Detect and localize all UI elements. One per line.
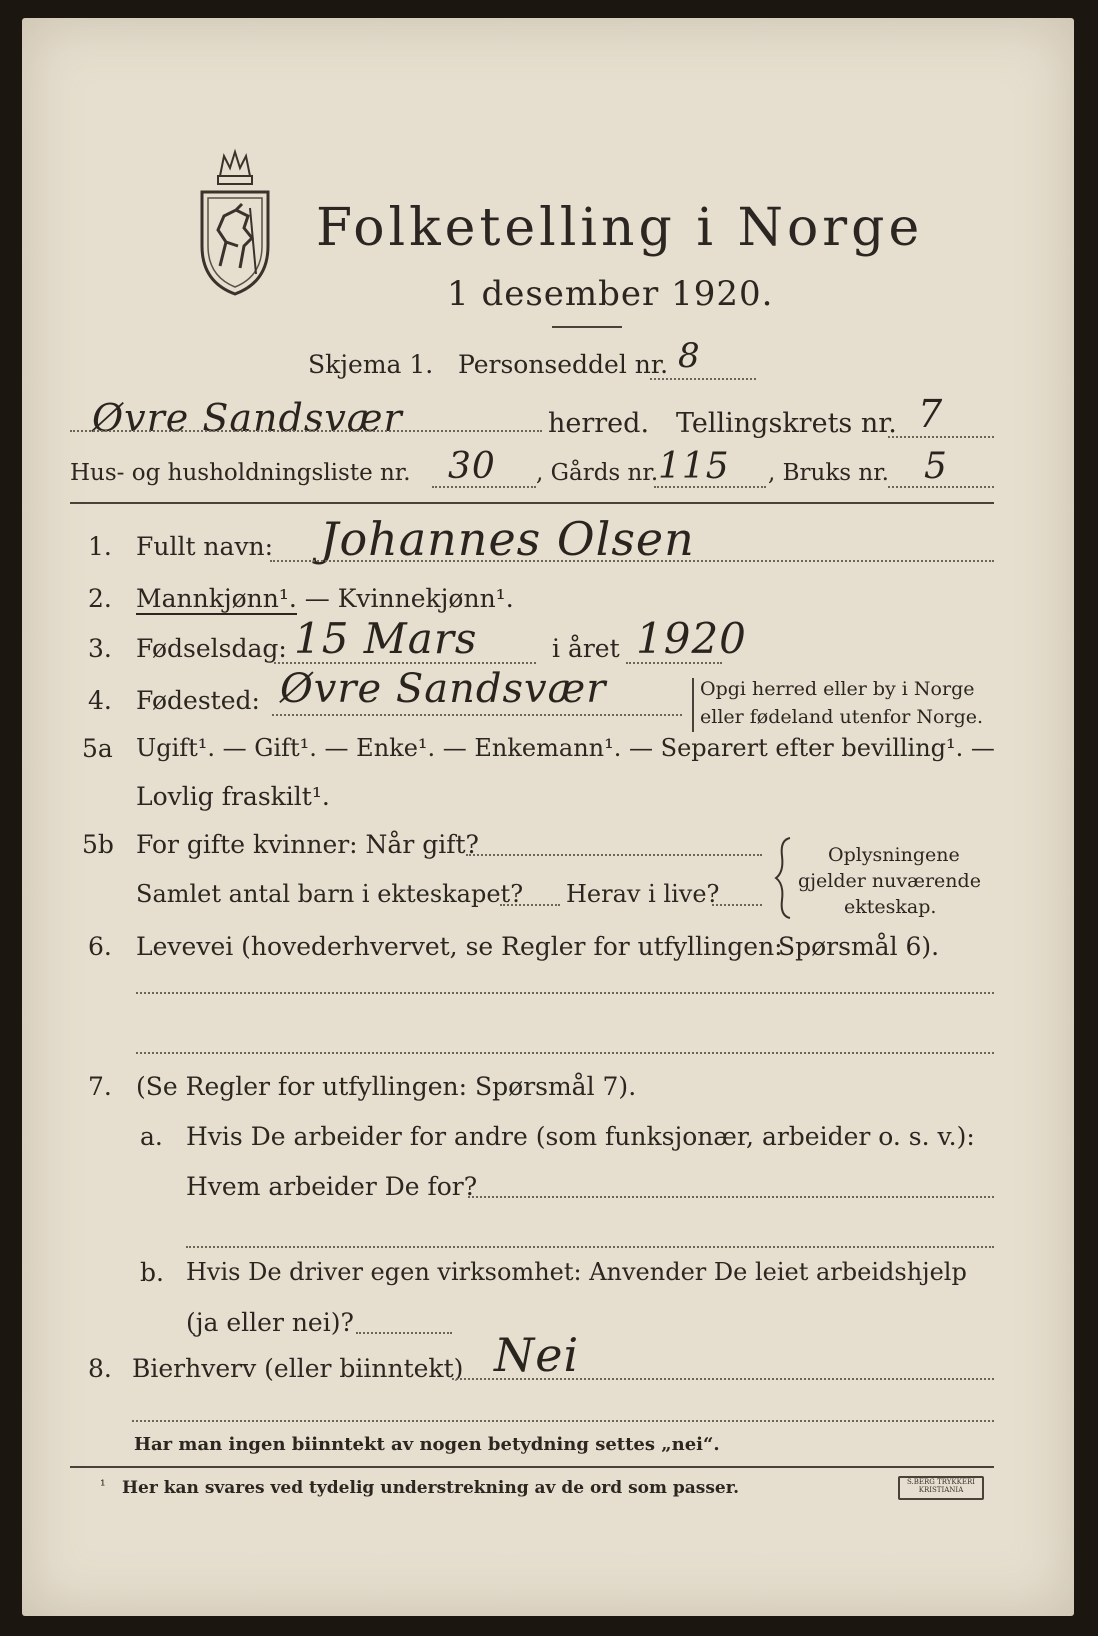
birth-date-value: 15 Mars — [294, 614, 478, 663]
married-when-label: For gifte kvinner: Når gift? — [136, 830, 479, 859]
occupation-line-1 — [136, 992, 994, 994]
footer-divider — [70, 1466, 994, 1468]
children-alive-label: Herav i live? — [566, 880, 720, 908]
sex-female-option: Kvinnekjønn¹. — [337, 584, 514, 613]
brace-icon — [774, 836, 792, 920]
q7b-line1: Hvis De driver egen virksomhet: Anvender De leiet arbeidshjelp — [186, 1258, 967, 1286]
gards-label: , Gårds nr. — [536, 460, 659, 486]
marriage-note-line1: Oplysningene — [828, 844, 960, 866]
q3-label: Fødselsdag: — [136, 634, 287, 663]
q7a-number: a. — [140, 1122, 163, 1151]
schema-label: Skjema 1. — [308, 350, 434, 379]
side-income-note: Har man ingen biinntekt av nogen betydning settes „nei“. — [134, 1434, 720, 1455]
bruks-value: 5 — [924, 446, 948, 487]
q7b-number: b. — [140, 1258, 164, 1287]
side-income-label: Bierhverv (eller biinntekt) — [132, 1354, 464, 1383]
census-date: 1 desember 1920. — [447, 274, 774, 314]
employer-label: Hvem arbeider De for? — [186, 1172, 478, 1201]
q4-label: Fødested: — [136, 686, 260, 715]
occupation-label: Levevei (hovederhvervet, se Regler for utfyllingen: — [136, 932, 783, 961]
herred-label: herred. — [548, 408, 650, 439]
q1-label: Fullt navn: — [136, 532, 274, 561]
birthplace-note-line2: eller fødeland utenfor Norge. — [700, 706, 984, 728]
birthplace-note-line1: Opgi herred eller by i Norge — [700, 678, 975, 700]
footnote-mark: ¹ — [100, 1478, 106, 1494]
header-divider — [70, 502, 994, 504]
norwegian-coat-of-arms-icon — [192, 146, 278, 298]
marital-status-options: Ugift¹. — Gift¹. — Enke¹. — Enkemann¹. — Separert efter bevilling¹. — — [136, 734, 995, 762]
husliste-label: Hus- og husholdningsliste nr. — [70, 460, 411, 486]
q5b-number: 5b — [82, 830, 114, 859]
personseddel-label: Personseddel nr. — [458, 350, 669, 379]
side-income-value: Nei — [494, 1328, 580, 1382]
herred-value: Øvre Sandsvær — [92, 396, 403, 440]
personseddel-value: 8 — [678, 336, 701, 376]
full-name-value: Johannes Olsen — [320, 512, 695, 566]
q6-number: 6. — [88, 932, 112, 961]
q4-number: 4. — [88, 686, 112, 715]
gards-value: 115 — [658, 446, 730, 487]
birth-year-value: 1920 — [636, 614, 747, 663]
q7a-line1: Hvis De arbeider for andre (som funksjonær, arbeider o. s. v.): — [186, 1122, 975, 1151]
form-title: Folketelling i Norge — [316, 198, 924, 258]
occupation-label-ref: Spørsmål 6). — [778, 932, 940, 961]
children-count-label: Samlet antal barn i ekteskapet? — [136, 880, 524, 908]
sex-male-option: Mannkjønn¹. — [136, 584, 297, 613]
year-label: i året — [552, 634, 620, 663]
q7-number: 7. — [88, 1072, 112, 1101]
q3-number: 3. — [88, 634, 112, 663]
q7-label: (Se Regler for utfyllingen: Spørsmål 7). — [136, 1072, 637, 1101]
q5a-number: 5a — [82, 734, 113, 763]
marriage-note-line3: ekteskap. — [844, 896, 937, 918]
bruks-label: , Bruks nr. — [768, 460, 889, 486]
birthplace-value: Øvre Sandsvær — [280, 666, 607, 712]
census-form-sheet: Folketelling i Norge 1 desember 1920. Skjema 1. Personseddel nr. 8 Øvre Sandsvær herred. Tellingskrets nr. 7 Hus- og husholdningsliste nr. 30 , Gårds nr. 115 , Bruks nr. 5 1. Fullt navn: Johannes Olsen 2. Mannkjønn¹. — Kvinnekjønn¹. 3. Fødselsdag: 15 Mars i året 1920 4. Fødested: Øvre Sandsvær Opgi herred eller by i Norge eller fødeland utenfor Norge. 5a Ugift¹. — Gift¹. — Enke¹. — Enkemann¹. — Separert efter bevilling¹. — Lovlig fraskilt¹. 5b For gifte kvinner: Når gift? Samlet antal barn i ekteskapet? Herav i live? Oplysningene gjelder nuværende ekteskap. 6. Levevei (hovederhvervet, se Regler for utfyllingen: Spørsmål 6). 7. (Se Regler for utfyllingen: Spørsmål 7). a. Hvis De arbeider for andre (som funksjonær, arbeider o. s. v.): Hvem arbeider De for? b. Hvis De driver egen virksomhet: Anvender De leiet arbeidshjelp (ja eller nei)? 8. Bierhverv (eller biinntekt) Nei Har man ingen biinntekt av nogen betydning settes „nei“. ¹ Her kan svares ved tydelig understrekning av de ord som passer. S.BERG TRYKKERI KRISTIANIA — [22, 18, 1074, 1616]
tellingskrets-label: Tellingskrets nr. — [676, 408, 897, 439]
occupation-line-2 — [136, 1052, 994, 1054]
q8-number: 8. — [88, 1354, 112, 1383]
footnote-text: Her kan svares ved tydelig understrekning av de ord som passer. — [122, 1478, 740, 1498]
marital-status-divorced: Lovlig fraskilt¹. — [136, 782, 330, 811]
marriage-note-line2: gjelder nuværende — [798, 870, 981, 892]
q2-number: 2. — [88, 584, 112, 613]
husliste-value: 30 — [448, 446, 496, 487]
hired-help-label: (ja eller nei)? — [186, 1308, 354, 1337]
printer-stamp: S.BERG TRYKKERI KRISTIANIA — [898, 1476, 984, 1500]
title-divider — [552, 326, 622, 328]
tellingskrets-value: 7 — [918, 392, 944, 436]
q1-number: 1. — [88, 532, 112, 561]
